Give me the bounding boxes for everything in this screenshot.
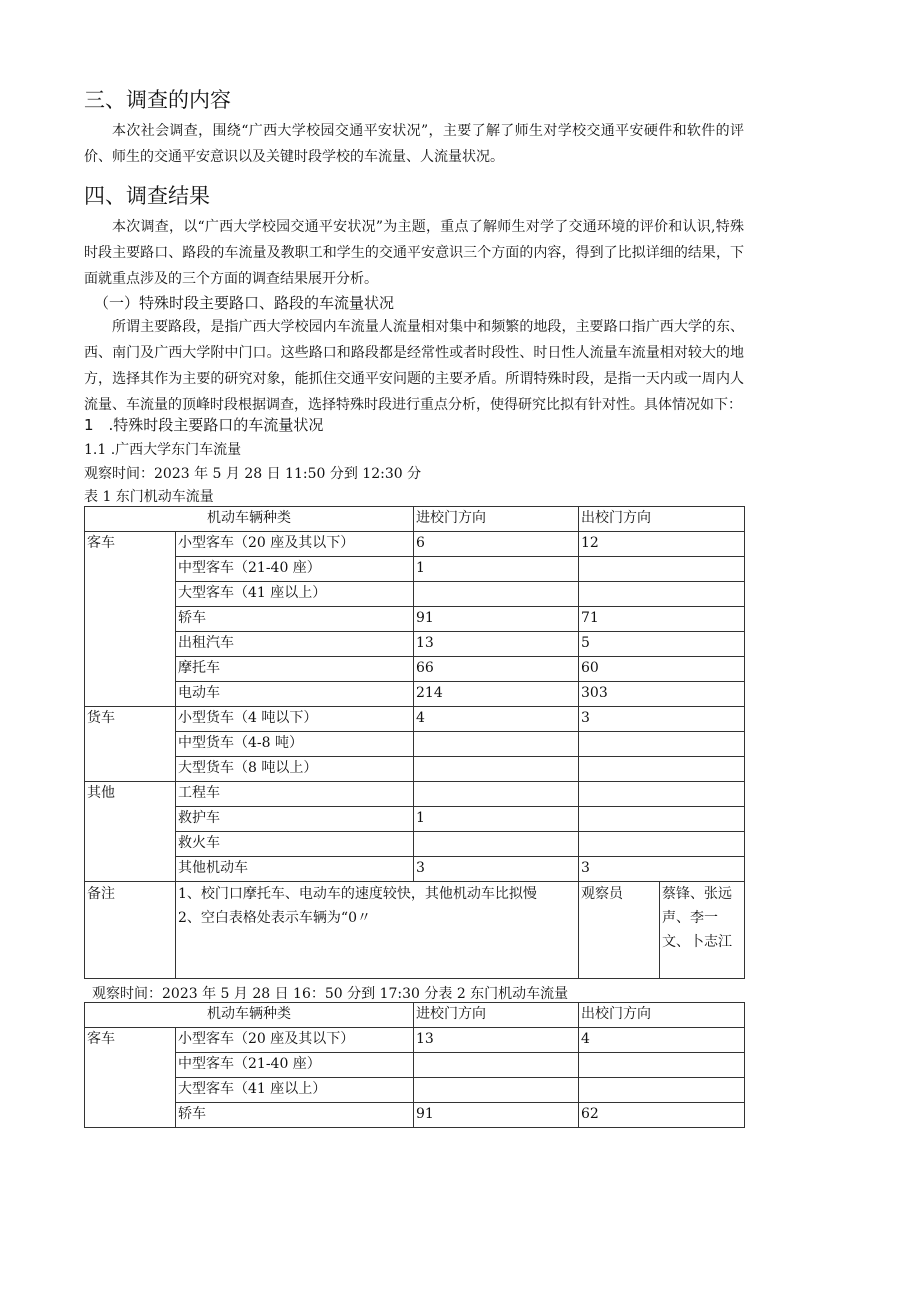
vehicle-type: 出租汽车 xyxy=(176,632,414,657)
vehicle-type: 大型客车（41 座以上） xyxy=(176,1078,414,1103)
inbound-count: 13 xyxy=(414,632,579,657)
remark-row xyxy=(85,882,745,979)
vehicle-type: 电动车 xyxy=(176,682,414,707)
vehicle-type: 大型客车（41 座以上） xyxy=(176,582,414,607)
table-row xyxy=(85,757,745,782)
inbound-count: 6 xyxy=(414,532,579,557)
vehicle-type: 中型客车（21-40 座） xyxy=(176,557,414,582)
outbound-count: 71 xyxy=(579,607,745,632)
inbound-count: 91 xyxy=(414,607,579,632)
outbound-count xyxy=(579,782,745,807)
table-2 xyxy=(84,1002,745,1128)
table-row xyxy=(85,832,745,857)
column-header: 进校门方向 xyxy=(414,1003,579,1028)
table-row xyxy=(85,632,745,657)
item-1-heading: 1 .特殊时段主要路口的车流量状况 xyxy=(84,416,324,434)
inbound-count xyxy=(414,1053,579,1078)
vehicle-type: 中型客车（21-40 座） xyxy=(176,1053,414,1078)
column-header: 机动车辆种类 xyxy=(85,507,414,532)
column-header: 机动车辆种类 xyxy=(85,1003,414,1028)
table-row xyxy=(85,707,745,732)
vehicle-type: 小型货车（4 吨以下） xyxy=(176,707,414,732)
table-row xyxy=(85,532,745,557)
inbound-count: 1 xyxy=(414,557,579,582)
table-row xyxy=(85,557,745,582)
table-header-row xyxy=(85,1003,745,1028)
inbound-count xyxy=(414,757,579,782)
outbound-count: 303 xyxy=(579,682,745,707)
table-row xyxy=(85,732,745,757)
vehicle-type: 中型货车（4-8 吨） xyxy=(176,732,414,757)
outbound-count xyxy=(579,832,745,857)
outbound-count xyxy=(579,1053,745,1078)
inbound-count xyxy=(414,782,579,807)
outbound-count: 4 xyxy=(579,1028,745,1053)
table-row xyxy=(85,857,745,882)
subsection-1-paragraph: 所谓主要路段，是指广西大学校园内车流量人流量相对集中和频繁的地段，主要路口指广西大学的东、西、南门及广西大学附中门口。这些路口和路段都是经常性或者时段性、时日性人流量车流量相对较大的地方，选择其作为主要的研究对象，能抓住交通平安问题的主要矛盾。所谓特殊时段，是指一天内或一周内人流量、车流量的顶峰时段根据调查，选择特殊时段进行重点分析，使得研究比拟有针对性。具体情况如下： xyxy=(84,319,744,413)
vehicle-type: 救护车 xyxy=(176,807,414,832)
column-header: 出校门方向 xyxy=(579,1003,745,1028)
observer-names: 蔡锋、张远声、李一文、卜志江 xyxy=(660,882,745,979)
inbound-count: 91 xyxy=(414,1103,579,1128)
outbound-count: 3 xyxy=(579,857,745,882)
subsection-1-heading: （一）特殊时段主要路口、路段的车流量状况 xyxy=(94,294,395,312)
table-1 xyxy=(84,506,745,979)
inbound-count xyxy=(414,832,579,857)
table-row xyxy=(85,1028,745,1053)
table-row xyxy=(85,1078,745,1103)
outbound-count xyxy=(579,1078,745,1103)
vehicle-type: 轿车 xyxy=(176,1103,414,1128)
inbound-count xyxy=(414,1078,579,1103)
table-row xyxy=(85,1053,745,1078)
inbound-count xyxy=(414,732,579,757)
table-row xyxy=(85,582,745,607)
outbound-count: 5 xyxy=(579,632,745,657)
remark-label: 备注 xyxy=(85,882,176,979)
section-3-heading: 三、调查的内容 xyxy=(84,88,231,112)
inbound-count: 66 xyxy=(414,657,579,682)
observation-time-1: 观察时间：2023 年 5 月 28 日 11:50 分到 12:30 分 xyxy=(84,466,422,482)
table-header-row xyxy=(85,507,745,532)
observation-time-2: 观察时间：2023 年 5 月 28 日 16：50 分到 17:30 分表 2 东门机动车流量 xyxy=(92,986,569,1002)
table-row xyxy=(85,607,745,632)
vehicle-type: 小型客车（20 座及其以下） xyxy=(176,532,414,557)
table-row xyxy=(85,807,745,832)
inbound-count: 13 xyxy=(414,1028,579,1053)
table-row xyxy=(85,682,745,707)
outbound-count: 62 xyxy=(579,1103,745,1128)
vehicle-type: 其他机动车 xyxy=(176,857,414,882)
vehicle-type: 摩托车 xyxy=(176,657,414,682)
item-1-1-heading: 1.1 .广西大学东门车流量 xyxy=(84,442,242,458)
group-label: 其他 xyxy=(85,782,176,882)
table-row xyxy=(85,657,745,682)
inbound-count: 3 xyxy=(414,857,579,882)
table-row xyxy=(85,782,745,807)
section-4-paragraph: 本次调查，以“广西大学校园交通平安状况”为主题，重点了解师生对学了交通环境的评价和认识,特殊时段主要路口、路段的车流量及教职工和学生的交通平安意识三个方面的内容，得到了比拟详细的结果，下面就重点涉及的三个方面的调查结果展开分析。 xyxy=(84,219,744,287)
outbound-count: 60 xyxy=(579,657,745,682)
inbound-count: 214 xyxy=(414,682,579,707)
remark-line: 1、校门口摩托车、电动车的速度较快，其他机动车比拟慢 xyxy=(178,886,537,902)
column-header: 进校门方向 xyxy=(414,507,579,532)
group-label: 货车 xyxy=(85,707,176,782)
group-label: 客车 xyxy=(85,1028,176,1128)
outbound-count xyxy=(579,757,745,782)
vehicle-type: 大型货车（8 吨以上） xyxy=(176,757,414,782)
outbound-count: 3 xyxy=(579,707,745,732)
vehicle-type: 轿车 xyxy=(176,607,414,632)
table-row xyxy=(85,1103,745,1128)
remark-line: 2、空白表格处表示车辆为“0〃 xyxy=(178,910,371,926)
group-label: 客车 xyxy=(85,532,176,707)
inbound-count: 4 xyxy=(414,707,579,732)
outbound-count xyxy=(579,557,745,582)
table-1-caption: 表 1 东门机动车流量 xyxy=(84,489,214,505)
inbound-count xyxy=(414,582,579,607)
column-header: 出校门方向 xyxy=(579,507,745,532)
outbound-count xyxy=(579,582,745,607)
vehicle-type: 救火车 xyxy=(176,832,414,857)
outbound-count xyxy=(579,807,745,832)
section-4-heading: 四、调查结果 xyxy=(84,184,210,208)
remark-content xyxy=(176,882,579,979)
observer-label: 观察员 xyxy=(579,882,660,979)
outbound-count xyxy=(579,732,745,757)
vehicle-type: 小型客车（20 座及其以下） xyxy=(176,1028,414,1053)
vehicle-type: 工程车 xyxy=(176,782,414,807)
section-3-paragraph: 本次社会调查，围绕“广西大学校园交通平安状况”，主要了解了师生对学校交通平安硬件和软件的评价、师生的交通平安意识以及关键时段学校的车流量、人流量状况。 xyxy=(84,123,744,165)
inbound-count: 1 xyxy=(414,807,579,832)
outbound-count: 12 xyxy=(579,532,745,557)
